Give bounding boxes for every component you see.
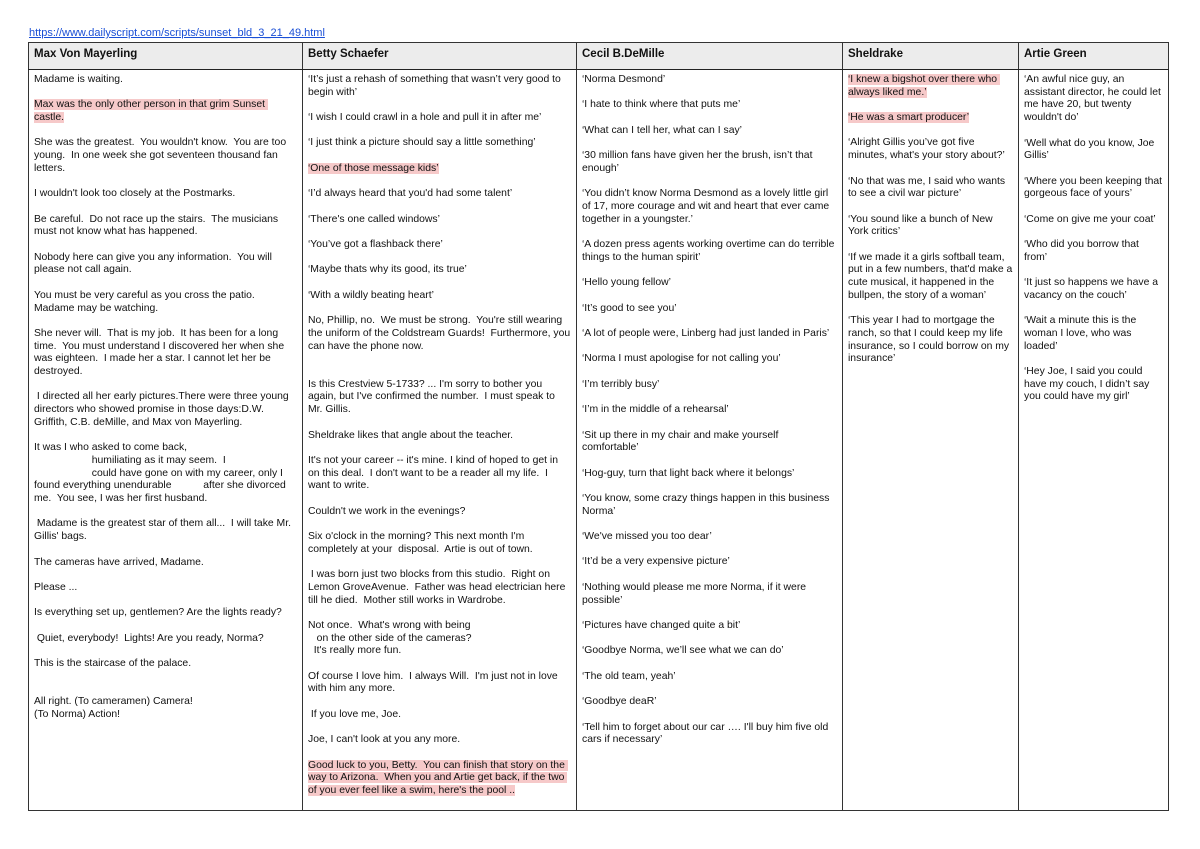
quote-line xyxy=(308,137,571,150)
quote-line xyxy=(582,531,837,544)
quote-line xyxy=(34,607,297,620)
quote-line xyxy=(848,315,1013,366)
quote-line xyxy=(582,671,837,684)
column-header: Artie Green xyxy=(1019,43,1169,70)
quote-line xyxy=(582,150,837,175)
quote-line xyxy=(308,188,571,201)
quote-text: ‘Tell him to forget about our car …. I'll buy him five old cars if necessary’ xyxy=(582,721,832,746)
quotes-cell xyxy=(1019,70,1169,811)
quote-text: The cameras have arrived, Madame. xyxy=(34,556,204,568)
quote-line xyxy=(34,658,297,671)
quote-line xyxy=(582,303,837,316)
quote-line xyxy=(34,137,297,175)
quote-text: ‘It just so happens we have a vacancy on the couch’ xyxy=(1024,277,1161,301)
quote-line xyxy=(582,404,837,417)
quote-line xyxy=(34,518,297,543)
quote-line xyxy=(34,290,297,315)
quote-line xyxy=(582,353,837,366)
quote-text: ‘Alright Gillis you’ve got five minutes, what's your story about?’ xyxy=(848,137,1005,162)
quote-line xyxy=(582,696,837,709)
quote-text: ‘Well what do you know, Joe Gillis’ xyxy=(1024,137,1158,162)
quote-text: ‘Goodbye Norma, we’ll see what we can do’ xyxy=(582,645,784,657)
quote-text: ‘Hog-guy, turn that light back where it belongs’ xyxy=(582,467,795,479)
quote-line xyxy=(34,252,297,277)
quote-line xyxy=(582,239,837,264)
quote-line xyxy=(582,645,837,658)
quote-line xyxy=(848,137,1013,162)
quote-text: ‘Hello young fellow’ xyxy=(582,277,671,289)
quote-text: No, Phillip, no. We must be strong. You're still wearing the uniform of the Coldstream Guards! Furthermore, you can have the phone now. xyxy=(308,315,574,352)
quote-line xyxy=(34,328,297,379)
quote-line xyxy=(582,99,837,112)
quote-text: ‘I’m in the middle of a rehearsal’ xyxy=(582,404,729,416)
character-quotes-table xyxy=(28,42,1169,811)
quote-text: Not once. What's wrong with being on the other side of the cameras? It's really more fun. xyxy=(308,619,472,657)
quote-line xyxy=(582,379,837,392)
quote-line xyxy=(1024,138,1163,163)
quote-text: ‘I wish I could crawl in a hole and pull it in after me’ xyxy=(308,112,542,124)
quote-line xyxy=(582,277,837,290)
quote-text: ‘We've missed you too dear’ xyxy=(582,531,712,543)
quote-line xyxy=(34,74,297,87)
quote-line xyxy=(582,620,837,633)
quote-text: Good luck to you, Betty. You can finish that story on the way to Arizona. When you and Artie get back, if the two of you ever feel like a swim, here's the pool .. xyxy=(308,759,568,797)
quote-text: She was the greatest. You wouldn't know. You are too young. In one week she got seventeen thousand fan letters. xyxy=(34,137,290,174)
quote-line xyxy=(34,557,297,570)
quote-line xyxy=(308,112,571,125)
quote-text: ‘There's one called windows’ xyxy=(308,213,440,225)
quote-text: Couldn't we work in the evenings? xyxy=(308,505,466,517)
quote-text: ‘I hate to think where that puts me’ xyxy=(582,99,741,111)
source-url-link[interactable]: https://www.dailyscript.com/scripts/sunset_bld_3_21_49.html xyxy=(29,27,325,39)
quote-line xyxy=(308,455,571,493)
quote-line xyxy=(308,506,571,519)
quote-text: ‘If we made it a girls softball team, put in a few numbers, that'd make a cute musical, it happened in the bullpen, the story of a woman’ xyxy=(848,251,1016,301)
quote-text: ‘An awful nice guy, an assistant director, he could let me have 20, but twenty wouldn't do’ xyxy=(1024,74,1164,124)
quote-line xyxy=(848,214,1013,239)
quote-text: Be careful. Do not race up the stairs. The musicians must not know what has happened. xyxy=(34,213,281,238)
quote-text: ‘Hey Joe, I said you could have my couch, I didn’t say you could have my girl’ xyxy=(1024,366,1153,403)
quote-text: ‘Norma I must apologise for not calling you’ xyxy=(582,353,781,365)
column-header: Max Von Mayerling xyxy=(29,43,303,70)
highlighted-quote xyxy=(848,112,1013,125)
quote-text: Sheldrake likes that angle about the teacher. xyxy=(308,429,514,441)
quote-text: ‘It’s good to see you’ xyxy=(582,302,677,314)
quote-text: Is this Crestview 5-1733? ... I'm sorry to bother you again, but I've confirmed the number. I must speak to Mr. Gillis. xyxy=(308,378,555,416)
quote-text: ‘You didn’t know Norma Desmond as a lovely little girl of 17, more courage and wit and heart that ever came together in a youngster.’ xyxy=(582,188,833,225)
quote-line xyxy=(308,315,574,353)
quote-line xyxy=(34,391,297,429)
highlighted-quote xyxy=(34,99,297,124)
quote-text: ‘You sound like a bunch of New York critics’ xyxy=(848,213,996,238)
quote-text: ‘A dozen press agents working overtime can do terrible things to the human spirit’ xyxy=(582,239,838,263)
column-header: Sheldrake xyxy=(843,43,1019,70)
quote-line xyxy=(1024,214,1163,227)
quote-text: ‘Who did you borrow that from’ xyxy=(1024,239,1142,263)
quote-text: It was I who asked to come back, humiliating as it may seem. I could have gone on with my career, only I found everything unendurable after she divorced me. You see, I was her first husband. xyxy=(34,442,286,505)
highlighted-quote xyxy=(308,760,571,798)
quote-text: ‘Maybe thats why its good, its true’ xyxy=(308,264,467,276)
quote-text: ‘You know, some crazy things happen in this business Norma’ xyxy=(582,492,833,517)
quote-line xyxy=(582,582,837,607)
quote-line xyxy=(34,214,297,239)
quote-text: She never will. That is my job. It has been for a long time. You must understand I discovered her when she was eighteen. I made her a star. I cannot let her be destroyed. xyxy=(34,327,287,378)
quote-line xyxy=(308,709,571,722)
column-header: Cecil B.DeMille xyxy=(577,43,843,70)
quote-line xyxy=(582,74,837,87)
quote-text: ‘Norma Desmond’ xyxy=(582,74,666,85)
quote-text: Madame is the greatest star of them all... I will take Mr. Gillis' bags. xyxy=(34,518,294,543)
quote-text: I wouldn't look too closely at the Postmarks. xyxy=(34,188,236,200)
quote-line xyxy=(1024,176,1163,201)
quote-text: ‘This year I had to mortgage the ranch, so that I could keep my life insurance, so I could borrow on my insurance’ xyxy=(848,315,1013,365)
quote-text: Madame is waiting. xyxy=(34,74,123,85)
quote-text: ‘I’d always heard that you'd had some talent’ xyxy=(308,188,513,200)
header-row xyxy=(29,43,1169,70)
quote-line xyxy=(582,328,837,341)
highlighted-quote xyxy=(848,74,1013,99)
quote-text: It's not your career -- it's mine. I kind of hoped to get in on this deal. I don't want to be a reader all my life. I want to write. xyxy=(308,454,561,492)
quote-line xyxy=(308,366,571,417)
quote-text: ‘He was a smart producer’ xyxy=(848,112,970,124)
quote-line xyxy=(308,239,571,252)
quote-text: You must be very careful as you cross the patio. Madame may be watching. xyxy=(34,289,258,314)
quote-line xyxy=(308,531,571,556)
quote-text: ‘Wait a minute this is the woman I love, who was loaded’ xyxy=(1024,315,1140,352)
quotes-row xyxy=(29,70,1169,811)
quote-line xyxy=(1024,366,1163,404)
quote-line xyxy=(1024,277,1163,302)
column-header: Betty Schaefer xyxy=(303,43,577,70)
quote-text: This is the staircase of the palace. xyxy=(34,658,192,670)
highlighted-quote xyxy=(308,163,571,176)
quote-text: ‘It’s just a rehash of something that wasn’t very good to begin with’ xyxy=(308,74,564,98)
quote-line xyxy=(582,430,837,455)
quote-line xyxy=(1024,239,1163,264)
quote-text: ‘I knew a bigshot over there who always liked me.’ xyxy=(848,74,1000,98)
quote-line xyxy=(582,556,837,569)
quote-text: ‘With a wildly beating heart’ xyxy=(308,289,434,301)
quote-text: Of course I love him. I always Will. I'm just not in love with him any more. xyxy=(308,670,561,695)
quote-line xyxy=(34,633,297,646)
quote-line xyxy=(34,684,297,722)
quote-text: Quiet, everybody! Lights! Are you ready, Norma? xyxy=(34,632,264,644)
quote-line xyxy=(308,264,571,277)
quote-line xyxy=(582,125,837,138)
quote-text: Is everything set up, gentlemen? Are the lights ready? xyxy=(34,607,282,619)
quote-line xyxy=(308,290,571,303)
quote-text: I directed all her early pictures.There were three young directors who showed promise in those days:D.W. Griffith, C.B. deMille, and Max von Mayerling. xyxy=(34,391,292,428)
quote-text: ‘I’m terribly busy’ xyxy=(582,378,660,390)
quote-line xyxy=(34,582,297,595)
quote-line xyxy=(582,722,837,747)
quote-line xyxy=(582,468,837,481)
quote-line xyxy=(34,442,297,506)
quote-text: ‘Nothing would please me more Norma, if it were possible’ xyxy=(582,581,809,606)
quote-line xyxy=(34,188,297,201)
quote-text: If you love me, Joe. xyxy=(308,708,401,720)
quote-text: ‘Pictures have changed quite a bit’ xyxy=(582,619,741,631)
quote-text: ‘You’ve got a flashback there’ xyxy=(308,239,443,251)
quotes-cell xyxy=(303,70,577,811)
quote-text: ‘Come on give me your coat’ xyxy=(1024,213,1156,225)
quote-line xyxy=(848,251,1016,303)
quotes-cell xyxy=(843,70,1019,811)
quote-text: ‘A lot of people were, Linberg had just landed in Paris’ xyxy=(582,327,830,339)
quotes-cell xyxy=(29,70,303,811)
quote-text: Joe, I can't look at you any more. xyxy=(308,734,461,746)
quote-line xyxy=(308,430,571,443)
quote-line xyxy=(1024,315,1163,353)
quote-text: ‘No that was me, I said who wants to see a civil war picture’ xyxy=(848,175,1008,200)
quote-line xyxy=(308,214,571,227)
quote-text: ‘What can I tell her, what can I say’ xyxy=(582,124,742,136)
quote-text: ‘One of those message kids’ xyxy=(308,162,439,174)
quote-line xyxy=(308,620,571,658)
quote-line xyxy=(1024,74,1163,125)
quote-text: ‘30 million fans have given her the brush, isn’t that enough’ xyxy=(582,150,816,174)
quote-text: ‘The old team, yeah’ xyxy=(582,670,676,682)
quote-text: ‘Sit up there in my chair and make yourself comfortable’ xyxy=(582,429,782,454)
quote-text: Please ... xyxy=(34,581,78,593)
quote-line xyxy=(308,734,571,747)
quote-line xyxy=(308,671,571,696)
quote-line xyxy=(308,569,571,607)
quote-text: ‘Where you been keeping that gorgeous face of yours’ xyxy=(1024,175,1165,200)
quotes-cell xyxy=(577,70,843,811)
quote-text: ‘Goodbye deaR’ xyxy=(582,696,657,708)
quote-text: ‘I just think a picture should say a little something’ xyxy=(308,137,536,149)
quote-line xyxy=(308,74,571,99)
quote-text: Max was the only other person in that grim Sunset castle. xyxy=(34,99,268,124)
quote-text: I was born just two blocks from this studio. Right on Lemon GroveAvenue. Father was head electrician here till he died. Mother still works in Wardrobe. xyxy=(308,569,569,606)
quote-text: Six o'clock in the morning? This next month I'm completely at your disposal. Artie is out of town. xyxy=(308,531,533,555)
quote-line xyxy=(848,176,1013,201)
quote-text: Nobody here can give you any information. You will please not call again. xyxy=(34,251,275,276)
quote-line xyxy=(582,493,837,518)
quote-line xyxy=(582,188,837,226)
quote-text: ‘It’d be a very expensive picture’ xyxy=(582,556,730,568)
quote-text: All right. (To cameramen) Camera! (To Norma) Action! xyxy=(34,696,193,720)
